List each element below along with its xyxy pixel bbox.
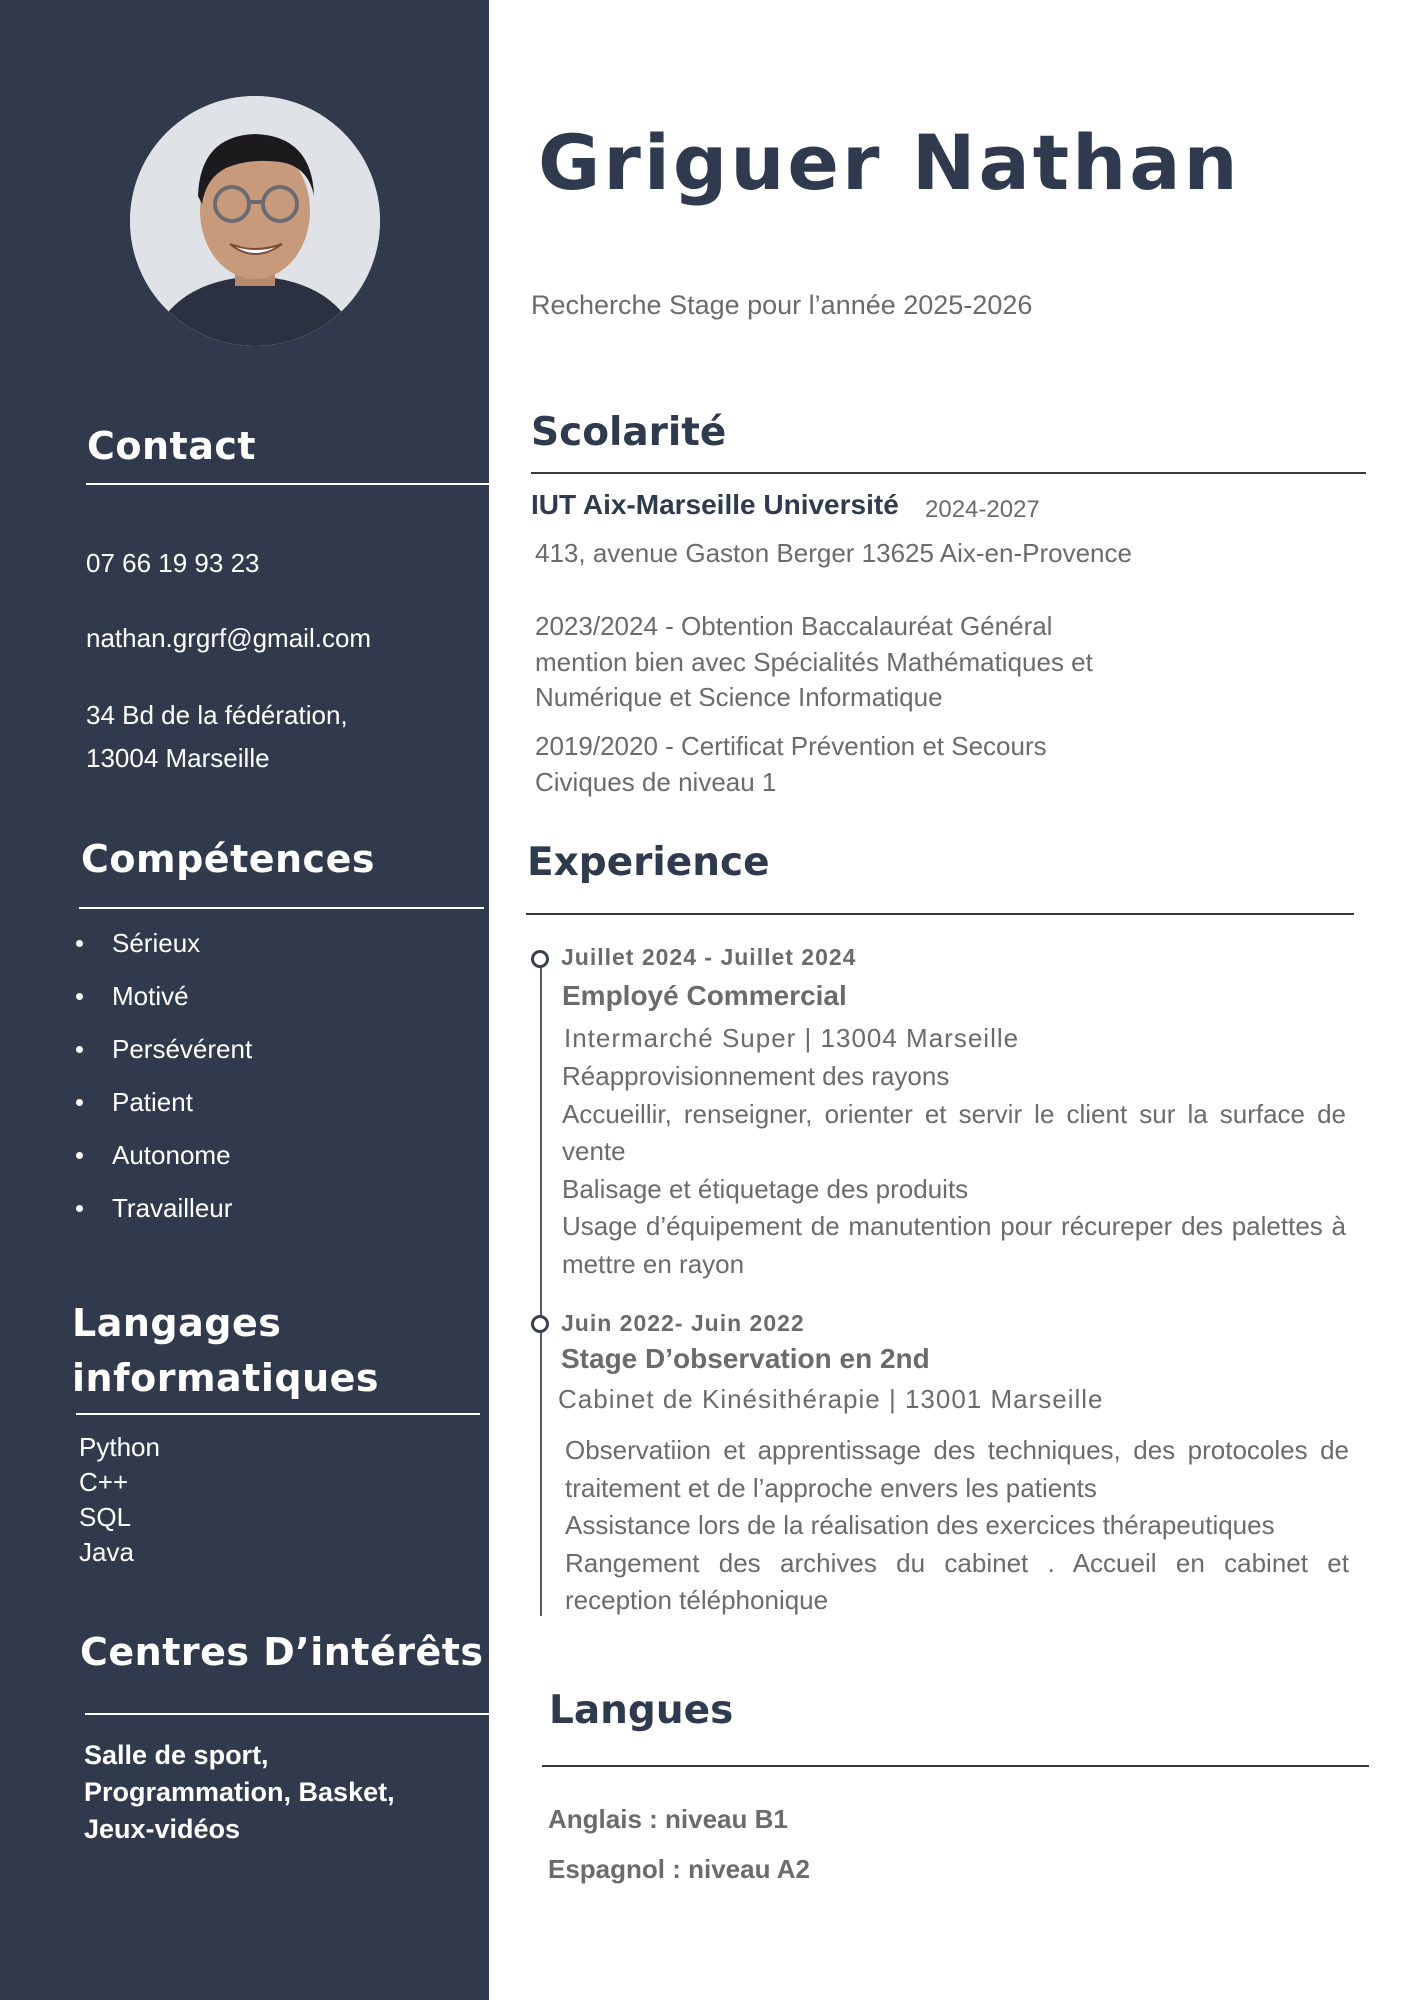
interests-line3: Jeux-vidéos bbox=[84, 1814, 241, 1844]
skills-list bbox=[74, 928, 252, 1246]
job2-task: Assistance lors de la réalisation des exercices thérapeutiques bbox=[565, 1510, 1275, 1540]
languages-list bbox=[79, 1430, 160, 1570]
skill-item: Persévérent bbox=[74, 1034, 252, 1087]
interests-text bbox=[84, 1737, 395, 1848]
skill-item: Autonome bbox=[74, 1140, 252, 1193]
skill-item: Sérieux bbox=[74, 928, 252, 981]
job1-date: Juillet 2024 - Juillet 2024 bbox=[561, 944, 857, 970]
psc-line1: 2019/2020 - Certificat Prévention et Secours bbox=[535, 731, 1047, 761]
skill-item: Motivé bbox=[74, 981, 252, 1034]
contact-divider bbox=[86, 483, 489, 485]
contact-title: Contact bbox=[87, 424, 257, 468]
interets-divider bbox=[85, 1713, 489, 1715]
psc-entry bbox=[535, 728, 1047, 800]
langages-title-line2: informatiques bbox=[72, 1356, 380, 1400]
scolarite-divider bbox=[531, 472, 1366, 474]
address-line1: 34 Bd de la fédération, bbox=[86, 700, 348, 730]
langages-title bbox=[72, 1296, 379, 1406]
job2-role: Stage D’observation en 2nd bbox=[561, 1343, 930, 1374]
job2-task: Rangement des archives du cabinet . Accueil en cabinet et reception téléphonique bbox=[565, 1547, 1349, 1615]
school-address: 413, avenue Gaston Berger 13625 Aix-en-Provence bbox=[535, 538, 1132, 568]
langages-title-line1: Langages bbox=[72, 1301, 282, 1345]
bac-line1: 2023/2024 - Obtention Baccalauréat Général bbox=[535, 611, 1053, 641]
subtitle: Recherche Stage pour l’année 2025-2026 bbox=[531, 290, 1033, 320]
interests-line2: Programmation, Basket, bbox=[84, 1777, 395, 1807]
job2-tasks bbox=[565, 1432, 1349, 1620]
job1-task: Accueillir, renseigner, orienter et servir le client sur la surface de vente bbox=[562, 1098, 1346, 1166]
skill-item: Travailleur bbox=[74, 1193, 252, 1246]
sidebar bbox=[0, 0, 489, 2000]
langues-title: Langues bbox=[549, 1688, 734, 1733]
competences-title: Compétences bbox=[81, 837, 375, 881]
timeline-dot bbox=[531, 950, 549, 968]
interets-title: Centres D’intérêts bbox=[80, 1630, 484, 1674]
job1-task: Balisage et étiquetage des produits bbox=[562, 1173, 969, 1204]
job1-task: Usage d’équipement de manutention pour récureper des palettes à mettre en rayon bbox=[562, 1211, 1346, 1279]
langages-divider bbox=[76, 1413, 480, 1415]
language-item: Java bbox=[79, 1537, 134, 1567]
job1-place: Intermarché Super | 13004 Marseille bbox=[564, 1023, 1020, 1053]
school-years: 2024-2027 bbox=[925, 496, 1040, 523]
bac-line2: mention bien avec Spécialités Mathématiques et bbox=[535, 646, 1093, 677]
bac-entry bbox=[535, 609, 1093, 716]
portrait-image bbox=[130, 96, 380, 346]
timeline-dot bbox=[531, 1315, 549, 1333]
job2-date: Juin 2022- Juin 2022 bbox=[561, 1310, 805, 1336]
langues-divider bbox=[542, 1765, 1369, 1767]
candidate-name: Griguer Nathan bbox=[538, 118, 1241, 207]
language-item: C++ bbox=[79, 1467, 129, 1497]
school-name: IUT Aix-Marseille Université bbox=[531, 489, 899, 520]
email-address: nathan.grgrf@gmail.com bbox=[86, 623, 372, 653]
phone-number: 07 66 19 93 23 bbox=[86, 548, 260, 578]
job2-task: Observatiion et apprentissage des techniques, des protocoles de traitement et de l’approche envers les patients bbox=[565, 1435, 1349, 1503]
competences-divider bbox=[79, 907, 484, 909]
profile-photo bbox=[130, 96, 380, 346]
langue-espagnol: Espagnol : niveau A2 bbox=[548, 1854, 810, 1884]
language-item: Python bbox=[79, 1432, 160, 1462]
experience-title: Experience bbox=[527, 840, 770, 885]
timeline-line bbox=[540, 960, 542, 1616]
job1-task: Réapprovisionnement des rayons bbox=[562, 1061, 950, 1091]
language-item: SQL bbox=[79, 1502, 132, 1532]
langue-anglais: Anglais : niveau B1 bbox=[548, 1804, 788, 1834]
experience-divider bbox=[526, 913, 1354, 915]
scolarite-title: Scolarité bbox=[531, 410, 727, 455]
interests-line1: Salle de sport, bbox=[84, 1740, 269, 1770]
psc-line2: Civiques de niveau 1 bbox=[535, 767, 777, 797]
job1-role: Employé Commercial bbox=[562, 980, 847, 1011]
bac-line3: Numérique et Science Informatique bbox=[535, 682, 943, 712]
skill-item: Patient bbox=[74, 1087, 252, 1140]
job1-tasks bbox=[562, 1058, 1346, 1283]
address-line2: 13004 Marseille bbox=[86, 743, 270, 773]
job2-place: Cabinet de Kinésithérapie | 13001 Marseille bbox=[558, 1384, 1104, 1414]
